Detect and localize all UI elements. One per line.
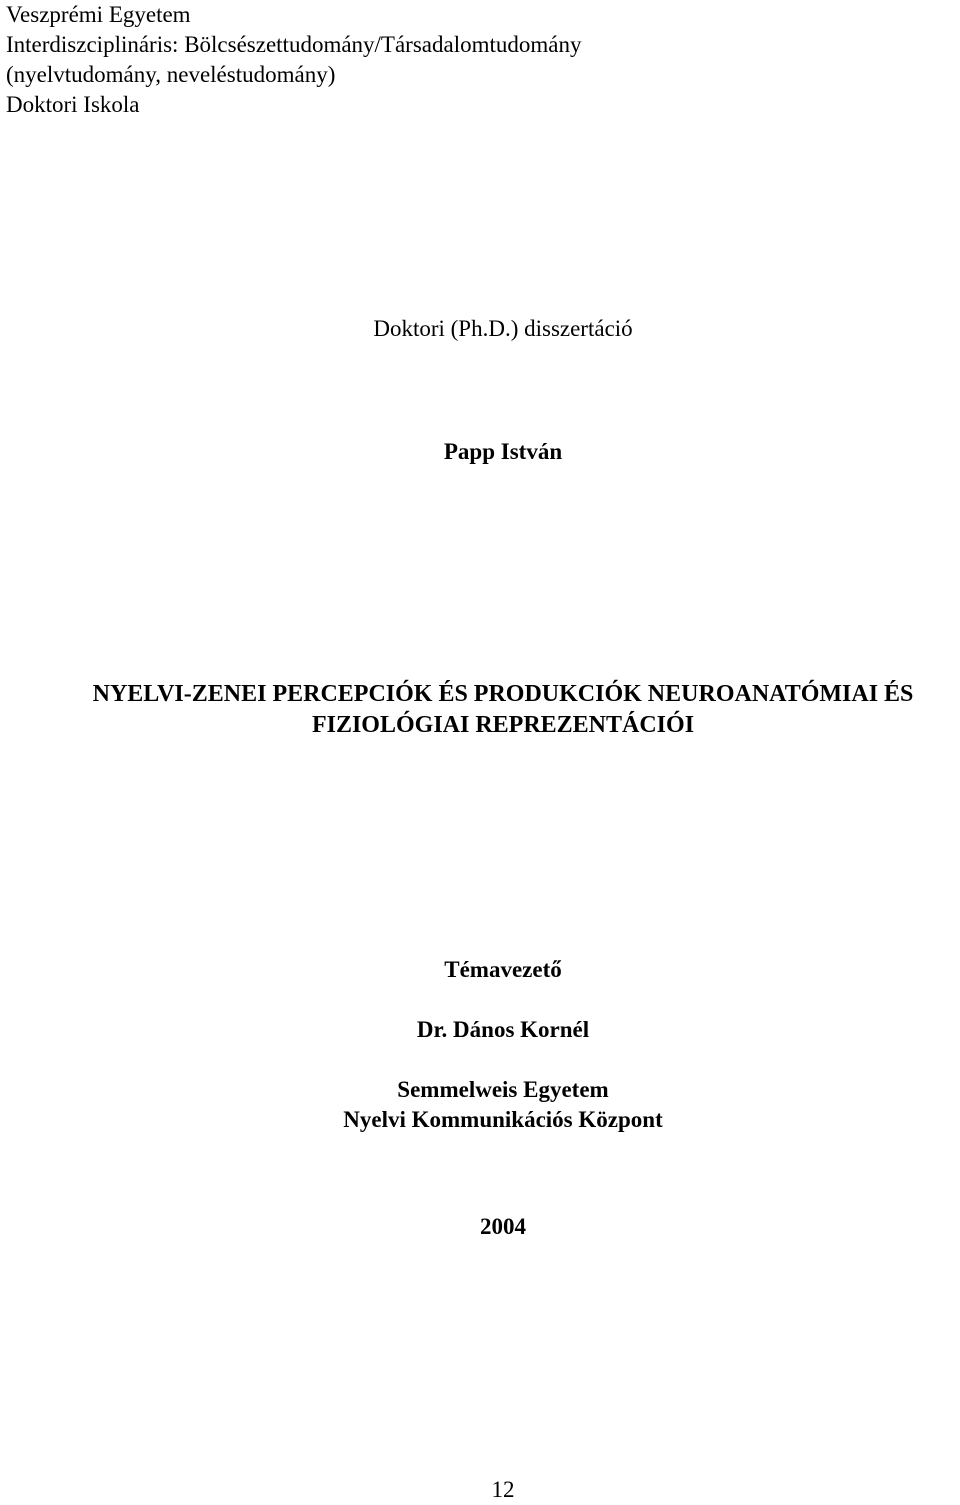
author-name: Papp István: [443, 439, 563, 464]
supervisor-name: Dr. Dános Kornél: [416, 1017, 590, 1042]
header-line-university: Veszprémi Egyetem: [6, 2, 191, 27]
header-line-school: Doktori Iskola: [6, 92, 140, 117]
affiliation-line-1: Semmelweis Egyetem: [397, 1077, 609, 1102]
title-line-2: FIZIOLÓGIAI REPREZENTÁCIÓI: [311, 712, 695, 738]
header-line-program: Interdiszciplináris: Bölcsészettudomány/Társadalomtudomány: [6, 32, 582, 57]
publication-year: 2004: [480, 1214, 526, 1239]
title-line-1: NYELVI-ZENEI PERCEPCIÓK ÉS PRODUKCIÓK NEUROANATÓMIAI ÉS: [92, 681, 914, 707]
document-type: Doktori (Ph.D.) disszertáció: [373, 316, 633, 341]
affiliation-line-2: Nyelvi Kommunikációs Központ: [343, 1107, 663, 1132]
page-number: 12: [491, 1477, 515, 1502]
header-line-fields: (nyelvtudomány, neveléstudomány): [6, 62, 336, 87]
supervisor-affiliation: [0, 1075, 960, 1135]
institution-header: [6, 0, 581, 120]
dissertation-title: [0, 679, 960, 741]
supervisor-label: Témavezető: [444, 957, 562, 982]
